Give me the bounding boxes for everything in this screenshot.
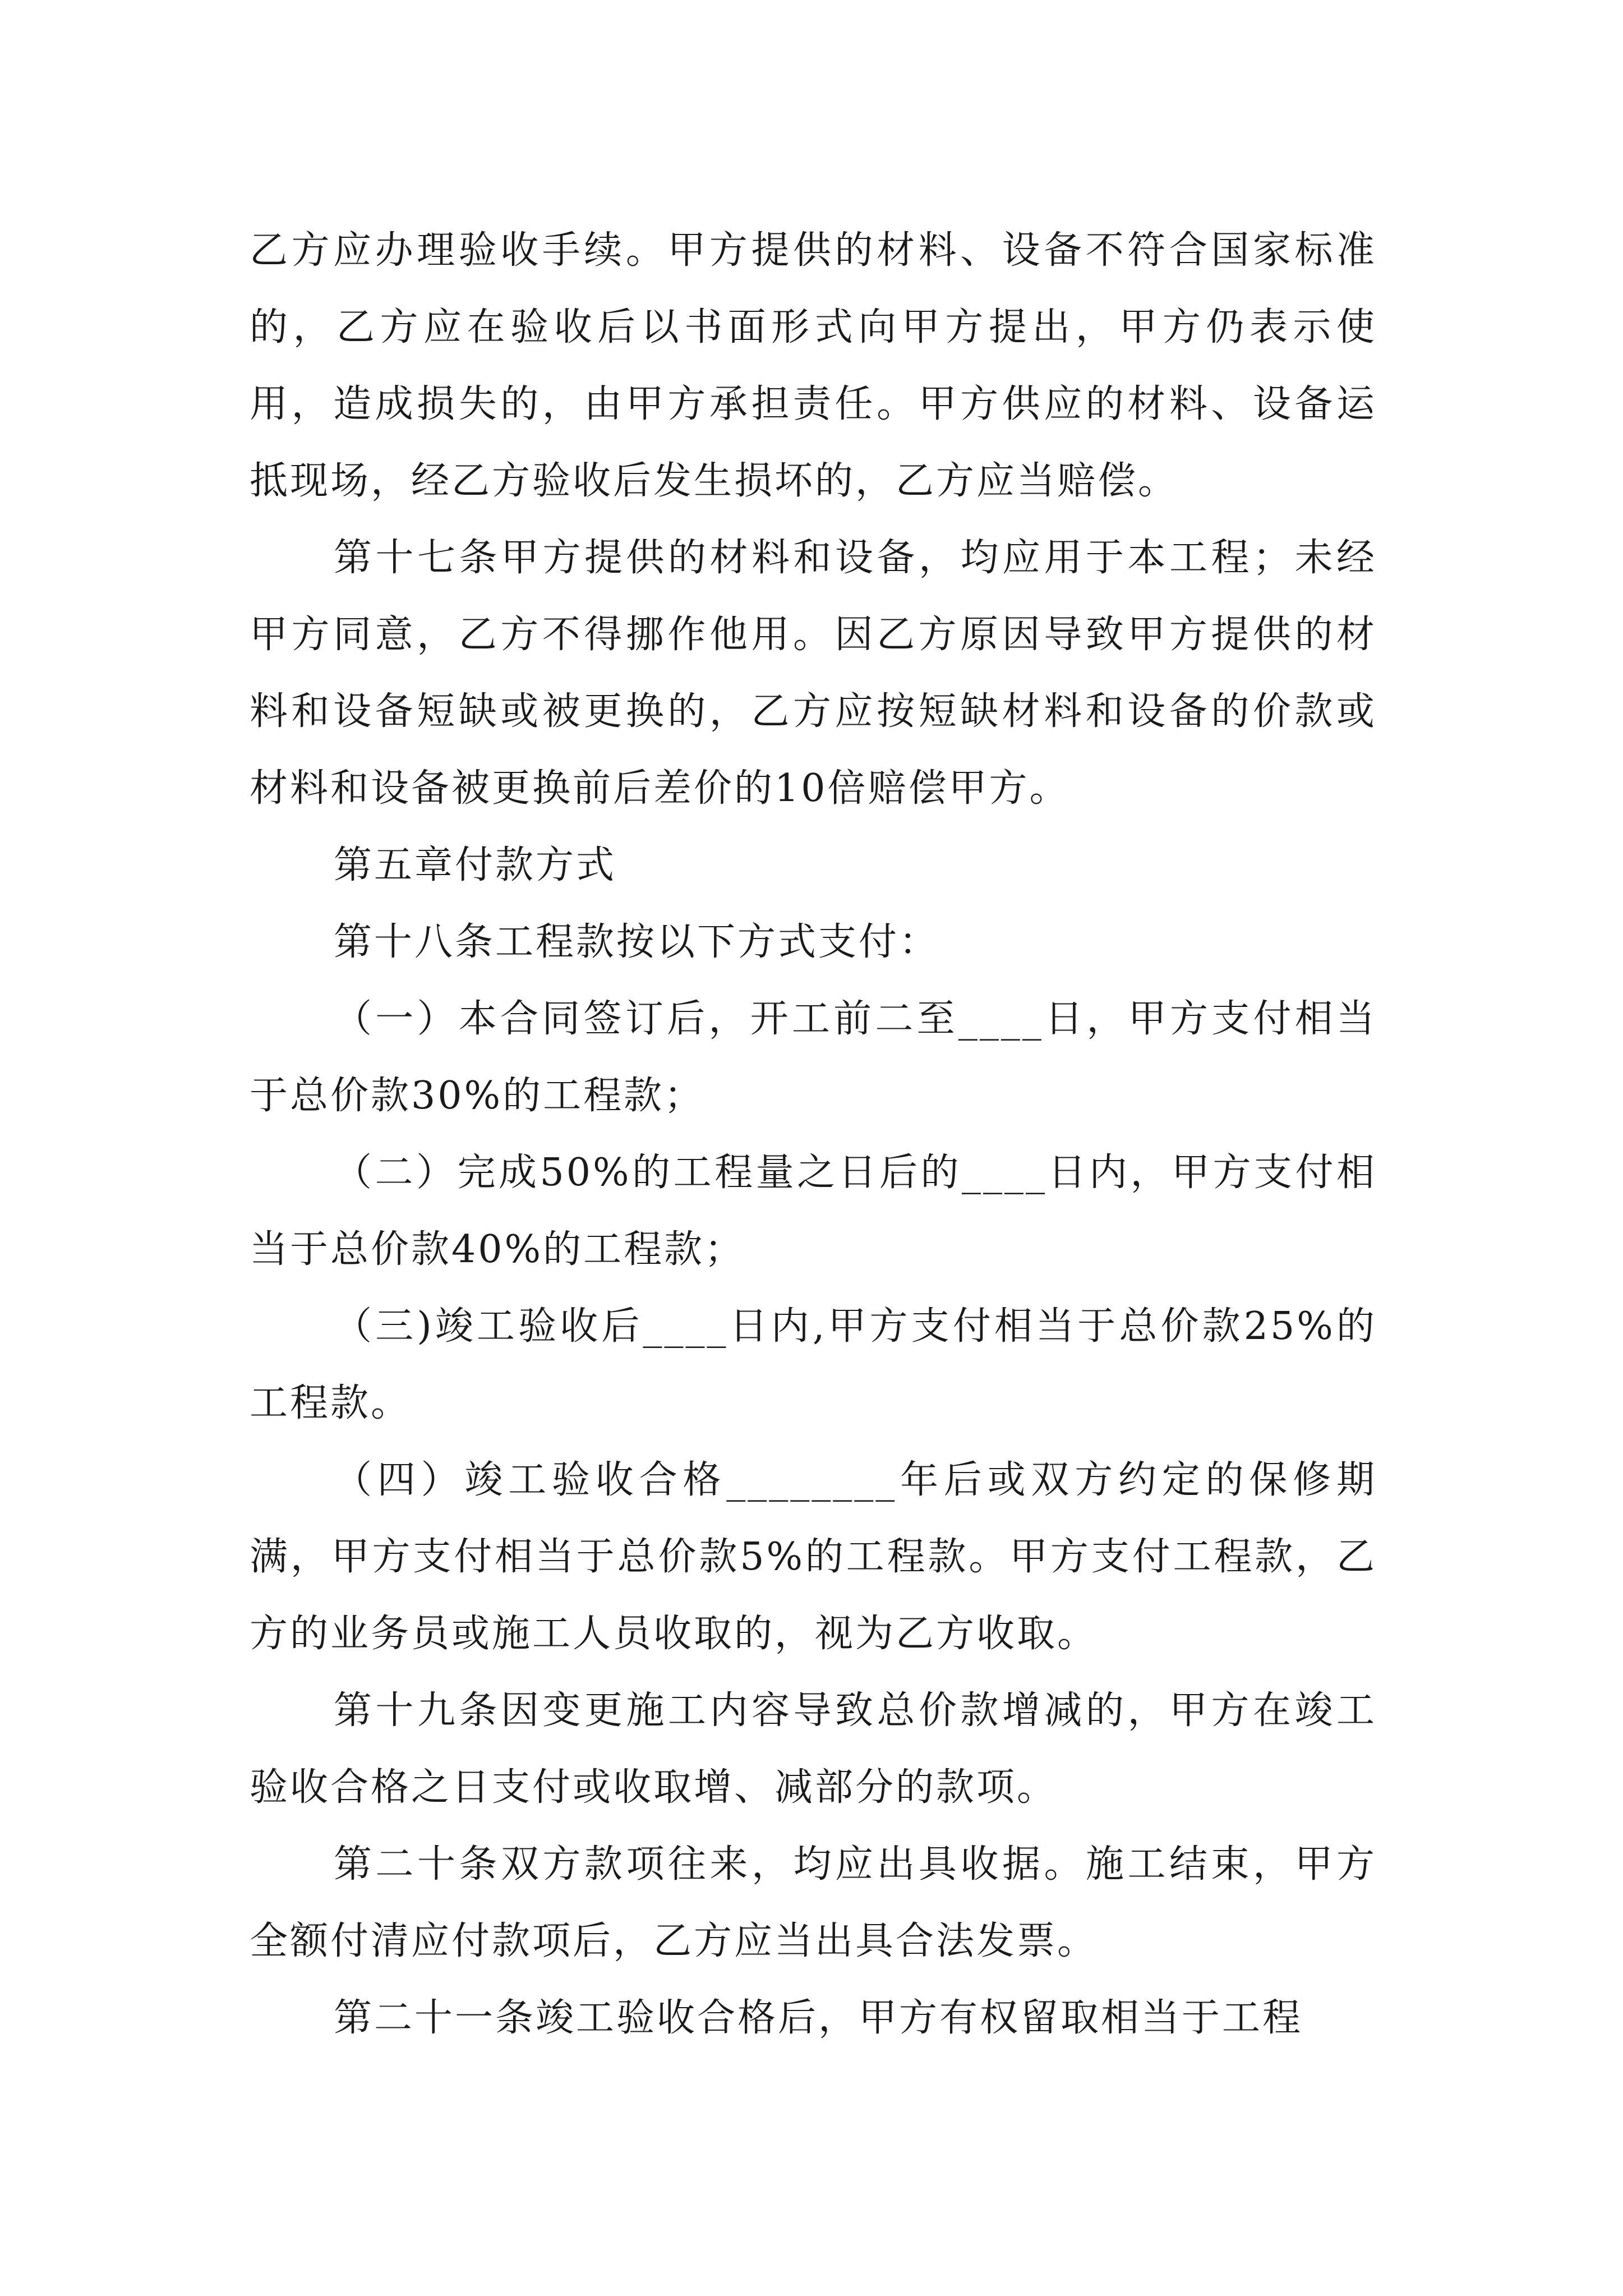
- chapter-5-heading: 第五章付款方式: [334, 843, 617, 887]
- paragraph-acceptance-procedure: 乙方应办理验收手续。甲方提供的材料、设备不符合国家标准的，乙方应在验收后以书面形式向甲方提出，甲方仍表示使用，造成损失的，由甲方承担责任。甲方供应的材料、设备运抵现场，经乙方验收后发生损坏的，乙方应当赔偿。: [250, 228, 1377, 503]
- paragraph-article-19: 第十九条因变更施工内容导致总价款增减的，甲方在竣工验收合格之日支付或收取增、减部分的款项。: [250, 1688, 1377, 1810]
- document-body: [250, 212, 1377, 2056]
- paragraph-article-18: 第十八条工程款按以下方式支付：: [334, 920, 940, 964]
- paragraph-article-21: 第二十一条竣工验收合格后，甲方有权留取相当于工程: [334, 1996, 1303, 2040]
- paragraph-article-20: 第二十条双方款项往来，均应出具收据。施工结束，甲方全额付清应付款项后，乙方应当出具合法发票。: [250, 1842, 1377, 1963]
- payment-item-3: （三)竣工验收后____日内,甲方支付相当于总价款25%的工程款。: [250, 1304, 1377, 1425]
- paragraph-article-17: 第十七条甲方提供的材料和设备，均应用于本工程；未经甲方同意，乙方不得挪作他用。因乙方原因导致甲方提供的材料和设备短缺或被更换的，乙方应按短缺材料和设备的价款或材料和设备被更换前后差价的10倍赔偿甲方。: [250, 536, 1377, 811]
- payment-item-2: （二）完成50%的工程量之日后的____日内，甲方支付相当于总价款40%的工程款；: [250, 1151, 1377, 1272]
- payment-item-1: （一）本合同签订后，开工前二至____日，甲方支付相当于总价款30%的工程款；: [250, 997, 1377, 1118]
- payment-item-4: （四）竣工验收合格________年后或双方约定的保修期满，甲方支付相当于总价款5%的工程款。甲方支付工程款，乙方的业务员或施工人员收取的，视为乙方收取。: [250, 1458, 1377, 1656]
